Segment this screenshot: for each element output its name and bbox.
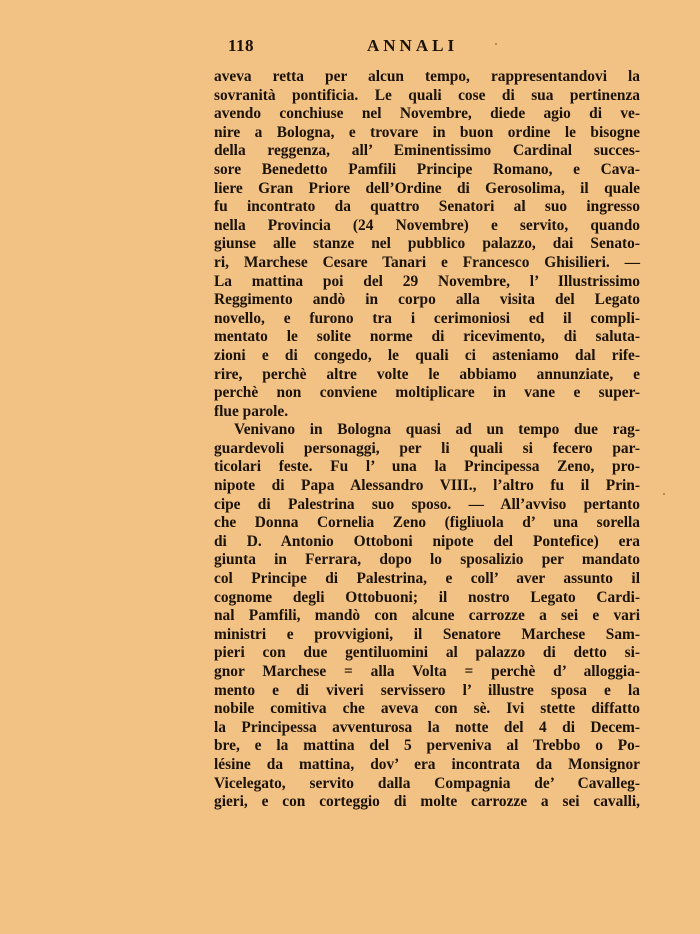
text-line: gieri, e con corteggio di molte carrozze a sei cavalli, xyxy=(214,793,640,811)
text-line: gnor Marchese = alla Volta = perchè d’ alloggia- xyxy=(214,663,640,680)
text-line: ri, Marchese Cesare Tanari e Francesco Ghisilieri. — xyxy=(214,253,640,271)
text-line: mento e di viveri servissero l’ illustre sposa e la xyxy=(214,681,640,699)
text-line: ticolari feste. Fu l’ una la Principessa Zeno, pro- xyxy=(214,458,640,476)
text-line: sore Benedetto Pamfili Principe Romano, e Cava- xyxy=(214,160,640,178)
text-line: guardevoli personaggi, per li quali si fecero par- xyxy=(214,439,640,457)
paper-speck xyxy=(663,493,665,495)
body-text xyxy=(214,68,640,812)
text-line: della reggenza, all’ Eminentissimo Cardinal succes- xyxy=(214,142,640,160)
text-line: sovranità pontificia. Le quali cose di sua pertinenza xyxy=(214,86,640,104)
text-line: novello, e furono tra i cerimoniosi ed il compli- xyxy=(214,309,640,327)
text-line: nal Pamfili, mandò con alcune carrozze a sei e vari xyxy=(214,607,640,625)
text-line: pieri con due gentiluomini al palazzo di detto si- xyxy=(214,644,640,662)
text-line: cipe di Palestrina suo sposo. — All’avviso pertanto xyxy=(214,495,640,513)
text-line: zioni e di congedo, le quali ci asteniamo dal rife- xyxy=(214,346,640,364)
text-line: nipote di Papa Alessandro VIII., l’altro fu il Prin- xyxy=(214,477,640,495)
text-line: La mattina poi del 29 Novembre, l’ Illustrissimo xyxy=(214,272,640,290)
text-line: fu incontrato da quattro Senatori al suo ingresso xyxy=(214,198,640,216)
text-line: ministri e provvigioni, il Senatore Marchese Sam- xyxy=(214,625,640,643)
running-head xyxy=(214,36,640,58)
text-line: nire a Bologna, e trovare in buon ordine le bisogne xyxy=(214,123,640,141)
text-line: nobile comitiva che aveva con sè. Ivi stette diffatto xyxy=(214,700,640,718)
text-line: lésine da mattina, dov’ era incontrata da Monsignor xyxy=(214,755,640,773)
text-line: avendo conchiuse nel Novembre, diede agio di ve- xyxy=(214,105,640,123)
text-line: bre, e la mattina del 5 perveniva al Trebbo o Po- xyxy=(214,737,640,755)
text-line: di D. Antonio Ottoboni nipote del Pontefice) era xyxy=(214,532,640,550)
page-number: 118 xyxy=(228,36,255,55)
text-line: cognome degli Ottobuoni; il nostro Legato Cardi- xyxy=(214,588,640,606)
paragraph-end-line: flue parole. xyxy=(214,402,289,420)
text-line: mentato le solite norme di ricevimento, di saluta- xyxy=(214,328,640,346)
text-line: la Principessa avventurosa la notte del 4 di Decem- xyxy=(214,718,640,736)
text-line: col Principe di Palestrina, e coll’ aver assunto il xyxy=(214,570,640,588)
text-line: Reggimento andò in corpo alla visita del Legato xyxy=(214,291,640,309)
text-line: che Donna Cornelia Zeno (figliuola d’ una sorella xyxy=(214,514,640,532)
paper-speck xyxy=(495,43,497,45)
text-line: liere Gran Priore dell’Ordine di Gerosolima, il quale xyxy=(214,179,640,197)
text-line: Vicelegato, servito dalla Compagnia de’ Cavalleg- xyxy=(214,774,640,792)
text-line: nella Provincia (24 Novembre) e servito, quando xyxy=(214,216,640,234)
page-header-title: ANNALI xyxy=(367,36,459,55)
paragraph-start-line: Venivano in Bologna quasi ad un tempo due rag- xyxy=(234,421,640,439)
text-line: aveva retta per alcun tempo, rappresentandovi la xyxy=(214,68,640,85)
text-line: perchè non conviene moltiplicare in vane e super- xyxy=(214,384,640,402)
text-line: giunse alle stanze nel pubblico palazzo, dai Senato- xyxy=(214,235,640,253)
text-line: giunta in Ferrara, dopo lo sposalizio per mandato xyxy=(214,551,640,569)
text-line: rire, perchè altre volte le abbiamo annunziate, e xyxy=(214,365,640,383)
